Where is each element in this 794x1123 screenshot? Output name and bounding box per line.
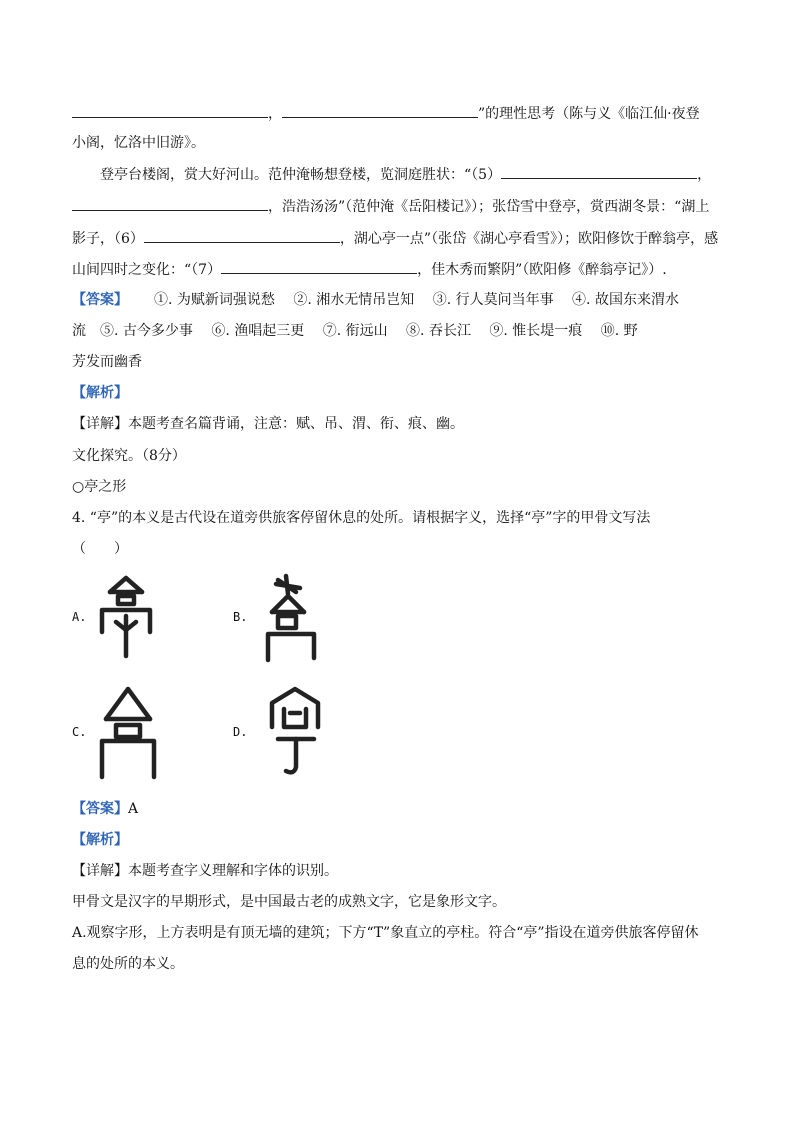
analysis-4-paragraph-3: 息的处所的本义。 xyxy=(72,956,184,972)
poem-line-3: 登亭台楼阁，赏大好河山。范仲淹畅想登楼，览洞庭胜状：“（5） ， xyxy=(100,164,711,185)
answer-line-2: 流 ⑤. 古今多少事 ⑥. 渔唱起三更 ⑦. 衔远山 ⑧. 吞长江 ⑨. 惟长堤一痕 ⑩. 野 xyxy=(72,323,638,339)
oracle-glyph-b-image xyxy=(262,572,322,664)
question-4-paren: （ ） xyxy=(72,541,128,557)
answer-4-value: A xyxy=(128,801,139,817)
answer-4-line xyxy=(72,799,138,819)
oracle-glyph-a-image xyxy=(96,572,156,662)
poem-line-2: 小阁，忆洛中旧游》。 xyxy=(72,135,205,151)
option-b-label: B. xyxy=(233,610,248,624)
answer-line-3: 芳发而幽香 xyxy=(72,354,142,370)
section-title: 文化探究。（8分） xyxy=(72,448,186,464)
answer-blank xyxy=(144,228,340,243)
answer-blank xyxy=(72,103,268,118)
analysis-4-paragraph-2: A.观察字形，上方表明是有顶无墙的建筑；下方“T”象直立的亭柱。符合“亭”指设在道旁供旅客停留休 xyxy=(72,925,699,941)
analysis-4-paragraph-1: 甲骨文是汉字的早期形式，是中国最古老的成熟文字，它是象形文字。 xyxy=(72,894,506,910)
oracle-glyph-d-image xyxy=(264,683,326,781)
poem-line-1: ， ”的理性思考（陈与义《临江仙·夜登 xyxy=(72,103,700,124)
answer-blank xyxy=(501,164,697,179)
section-subtitle: ○亭之形 xyxy=(72,479,127,495)
answer-line-1: 【答案】 ①. 为赋新词强说愁 ②. 湘水无情吊岂知 ③. 行人莫问当年事 ④. 故国东来渭水 xyxy=(72,292,679,308)
analysis-tag: 【解析】 xyxy=(72,385,128,401)
option-a-label: A. xyxy=(72,610,87,624)
answer-blank xyxy=(221,259,417,274)
question-4-stem: 4. “亭”的本义是古代设在道旁供旅客停留休息的处所。请根据字义，选择“亭”字的甲骨文写法 xyxy=(72,510,651,526)
answer-tag: 【答案】 xyxy=(72,801,128,817)
poem-line-4: ，浩浩汤汤”（范仲淹《岳阳楼记》）；张岱雪中登亭，赏西湖冬景：“湖上 xyxy=(72,196,709,217)
option-d-label: D. xyxy=(233,725,248,739)
analysis-detail: 【详解】本题考查名篇背诵，注意：赋、吊、渭、衔、痕、幽。 xyxy=(72,416,464,432)
answer-blank xyxy=(72,196,268,211)
answer-blank xyxy=(282,103,478,118)
option-c-label: C. xyxy=(72,725,87,739)
analysis-4-tag: 【解析】 xyxy=(72,832,128,848)
poem-line-5: 影子，（6） ，湖心亭一点”（张岱《湖心亭看雪》）；欧阳修饮于醉翁亭，感 xyxy=(72,228,718,249)
poem-line-6: 山间四时之变化：“（7） ，佳木秀而繁阴”（欧阳修《醉翁亭记》）. xyxy=(72,259,667,280)
analysis-4-detail: 【详解】本题考查字义理解和字体的识别。 xyxy=(72,863,338,879)
oracle-glyph-c-image xyxy=(96,683,158,781)
answer-tag: 【答案】 xyxy=(72,292,128,308)
